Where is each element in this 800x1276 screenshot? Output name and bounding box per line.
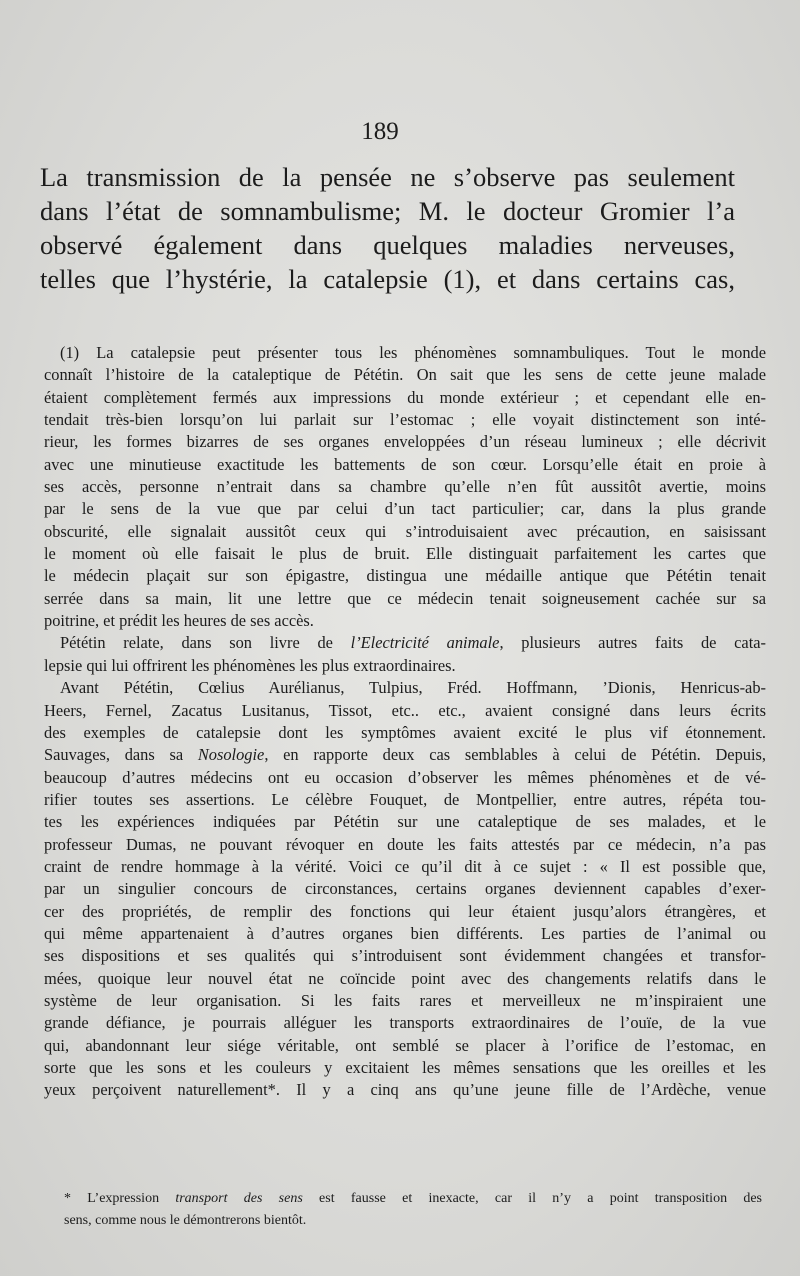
footnote-line: mées, quoique leur nouvel état ne coïncide point avec des changements relatifs dans le [44, 968, 766, 988]
footnote-line: qui même appartenaient à d’autres organes bien différents. Les parties de l’animal ou [44, 923, 766, 943]
footnote-line: Heers, Fernel, Zacatus Lusitanus, Tissot, etc.. etc., avaient consigné dans leurs écrits [44, 700, 766, 720]
footnote-line: système de leur organisation. Si les faits rares et merveilleux ne m’inspiraient une [44, 990, 766, 1010]
footnote-line: connaît l’histoire de la cataleptique de Pététin. On sait que les sens de cette jeune malade [44, 365, 766, 385]
footnote-line: (1) La catalepsie peut présenter tous les phénomènes somnambuliques. Tout le monde [60, 343, 766, 362]
footnote-line: obscurité, elle signalait aussitôt ceux qui s’introduisaient avec précaution, en saisissant [44, 521, 766, 541]
footnote-line: qui, abandonnant leur siége véritable, ont semblé se placer à l’orifice de l’estomac, en [44, 1035, 766, 1055]
footnote-line: cer des propriétés, de remplir des fonctions qui leur étaient jusqu’alors étrangères, et [44, 901, 766, 921]
footnote-line: lepsie qui lui offrirent les phénomènes les plus extraordinaires. [44, 655, 456, 675]
footnote-line: avec une minutieuse exactitude les battements de son cœur. Lorsqu’elle était en proie à [44, 454, 766, 474]
footnote-line: yeux perçoivent naturellement*. Il y a cinq ans qu’une jeune fille de l’Ardèche, venue [44, 1080, 766, 1100]
main-line: dans l’état de somnambulisme; M. le docteur Gromier l’a [40, 196, 735, 226]
note-emphasis: transport des sens [175, 1191, 303, 1206]
footnote-line: grande défiance, je pourrais alléguer les transports extraordinaires de l’ouïe, de la vue [44, 1013, 766, 1033]
footnote-line: poitrine, et prédit les heures de ses accès. [44, 611, 314, 631]
footnote-line: ses dispositions et ses qualités qui s’introduisent sont évidemment changées et transfor- [44, 946, 766, 966]
footnote-line: craint de rendre hommage à la vérité. Voici ce qu’il dit à ce sujet : « Il est possible que, [44, 856, 766, 876]
main-line: telles que l’hystérie, la catalepsie (1), et dans certains cas, [40, 264, 735, 294]
main-line: observé également dans quelques maladies nerveuses, [40, 230, 735, 260]
footnote-line: étaient complètement fermés aux impressions du monde extérieur ; et cependant elle en- [44, 387, 766, 407]
asterisk-note-line: sens, comme nous le démontrerons bientôt. [64, 1213, 307, 1228]
footnote-line [44, 744, 766, 766]
asterisk-note [64, 1188, 762, 1232]
footnote-line: professeur Dumas, ne pouvant révoquer en doute les faits attestés par ce médecin, n’a pas [44, 834, 766, 854]
footnote-line: rifier toutes ses assertions. Le célèbre Fouquet, de Montpellier, entre autres, répéta tou- [44, 789, 766, 809]
footnote-line: sorte que les sons et les couleurs y excitaient les mêmes sensations que les oreilles et les [44, 1058, 766, 1077]
footnote-1 [44, 342, 766, 1102]
footnote-line: le médecin plaçait sur son épigastre, distingua une médaille antique que Pététin tenait [44, 566, 766, 586]
book-title: Nosologie [197, 745, 265, 765]
footnote-line: rieur, les formes bizarres de ses organes enveloppées d’un réseau lumineux ; elle décrivit [44, 432, 766, 452]
footnote-line [44, 632, 766, 654]
book-title: l’Electricité animale [350, 633, 500, 653]
footnote-line: ses accès, personne n’entrait dans sa chambre qu’elle n’en fût aussitôt avertie, moins [44, 477, 766, 497]
footnote-line: Avant Pététin, Cœlius Aurélianus, Tulpius, Fréd. Hoffmann, ’Dionis, Henricus-ab- [60, 678, 766, 698]
footnote-text: Sauvages, dans sa [44, 745, 198, 765]
footnote-line: le moment où elle faisait le plus de bruit. Elle distinguait parfaitement les cartes que [44, 544, 766, 564]
footnote-line: tendait très-bien lorsqu’on lui parlait sur l’estomac ; elle voyait distinctement son inté- [44, 410, 766, 430]
footnote-line: par un singulier concours de circonstances, certains organes deviennent capables d’exer- [44, 879, 766, 899]
footnote-line: par le sens de la vue que par celui d’un tact particulier; car, dans la plus grande [44, 499, 766, 519]
footnote-text: , plusieurs autres faits de cata- [499, 633, 766, 653]
asterisk-note-line [64, 1188, 762, 1210]
footnote-line: serrée dans sa main, lit une lettre que ce médecin tenait soigneusement cachée sur sa [44, 588, 766, 608]
main-paragraph [40, 160, 735, 296]
footnote-text: , en rapporte deux cas semblables à celui de Pététin. Depuis, [264, 745, 766, 765]
note-text: est fausse et inexacte, car il n’y a point transposition des [302, 1191, 762, 1206]
main-line: La transmission de la pensée ne s’observe pas seulement [40, 162, 735, 192]
note-text: * L’expression [64, 1191, 176, 1206]
footnote-line: beaucoup d’autres médecins ont eu occasion d’observer les mêmes phénomènes et de vé- [44, 767, 766, 787]
footnote-text: Pététin relate, dans son livre de [60, 633, 351, 653]
page-number: 189 [361, 118, 399, 145]
footnote-line: des exemples de catalepsie dont les symptômes avaient excité le plus vif étonnement. [44, 722, 766, 742]
footnote-line: tes les expériences indiquées par Pététin sur une cataleptique de ses malades, et le [44, 812, 766, 832]
